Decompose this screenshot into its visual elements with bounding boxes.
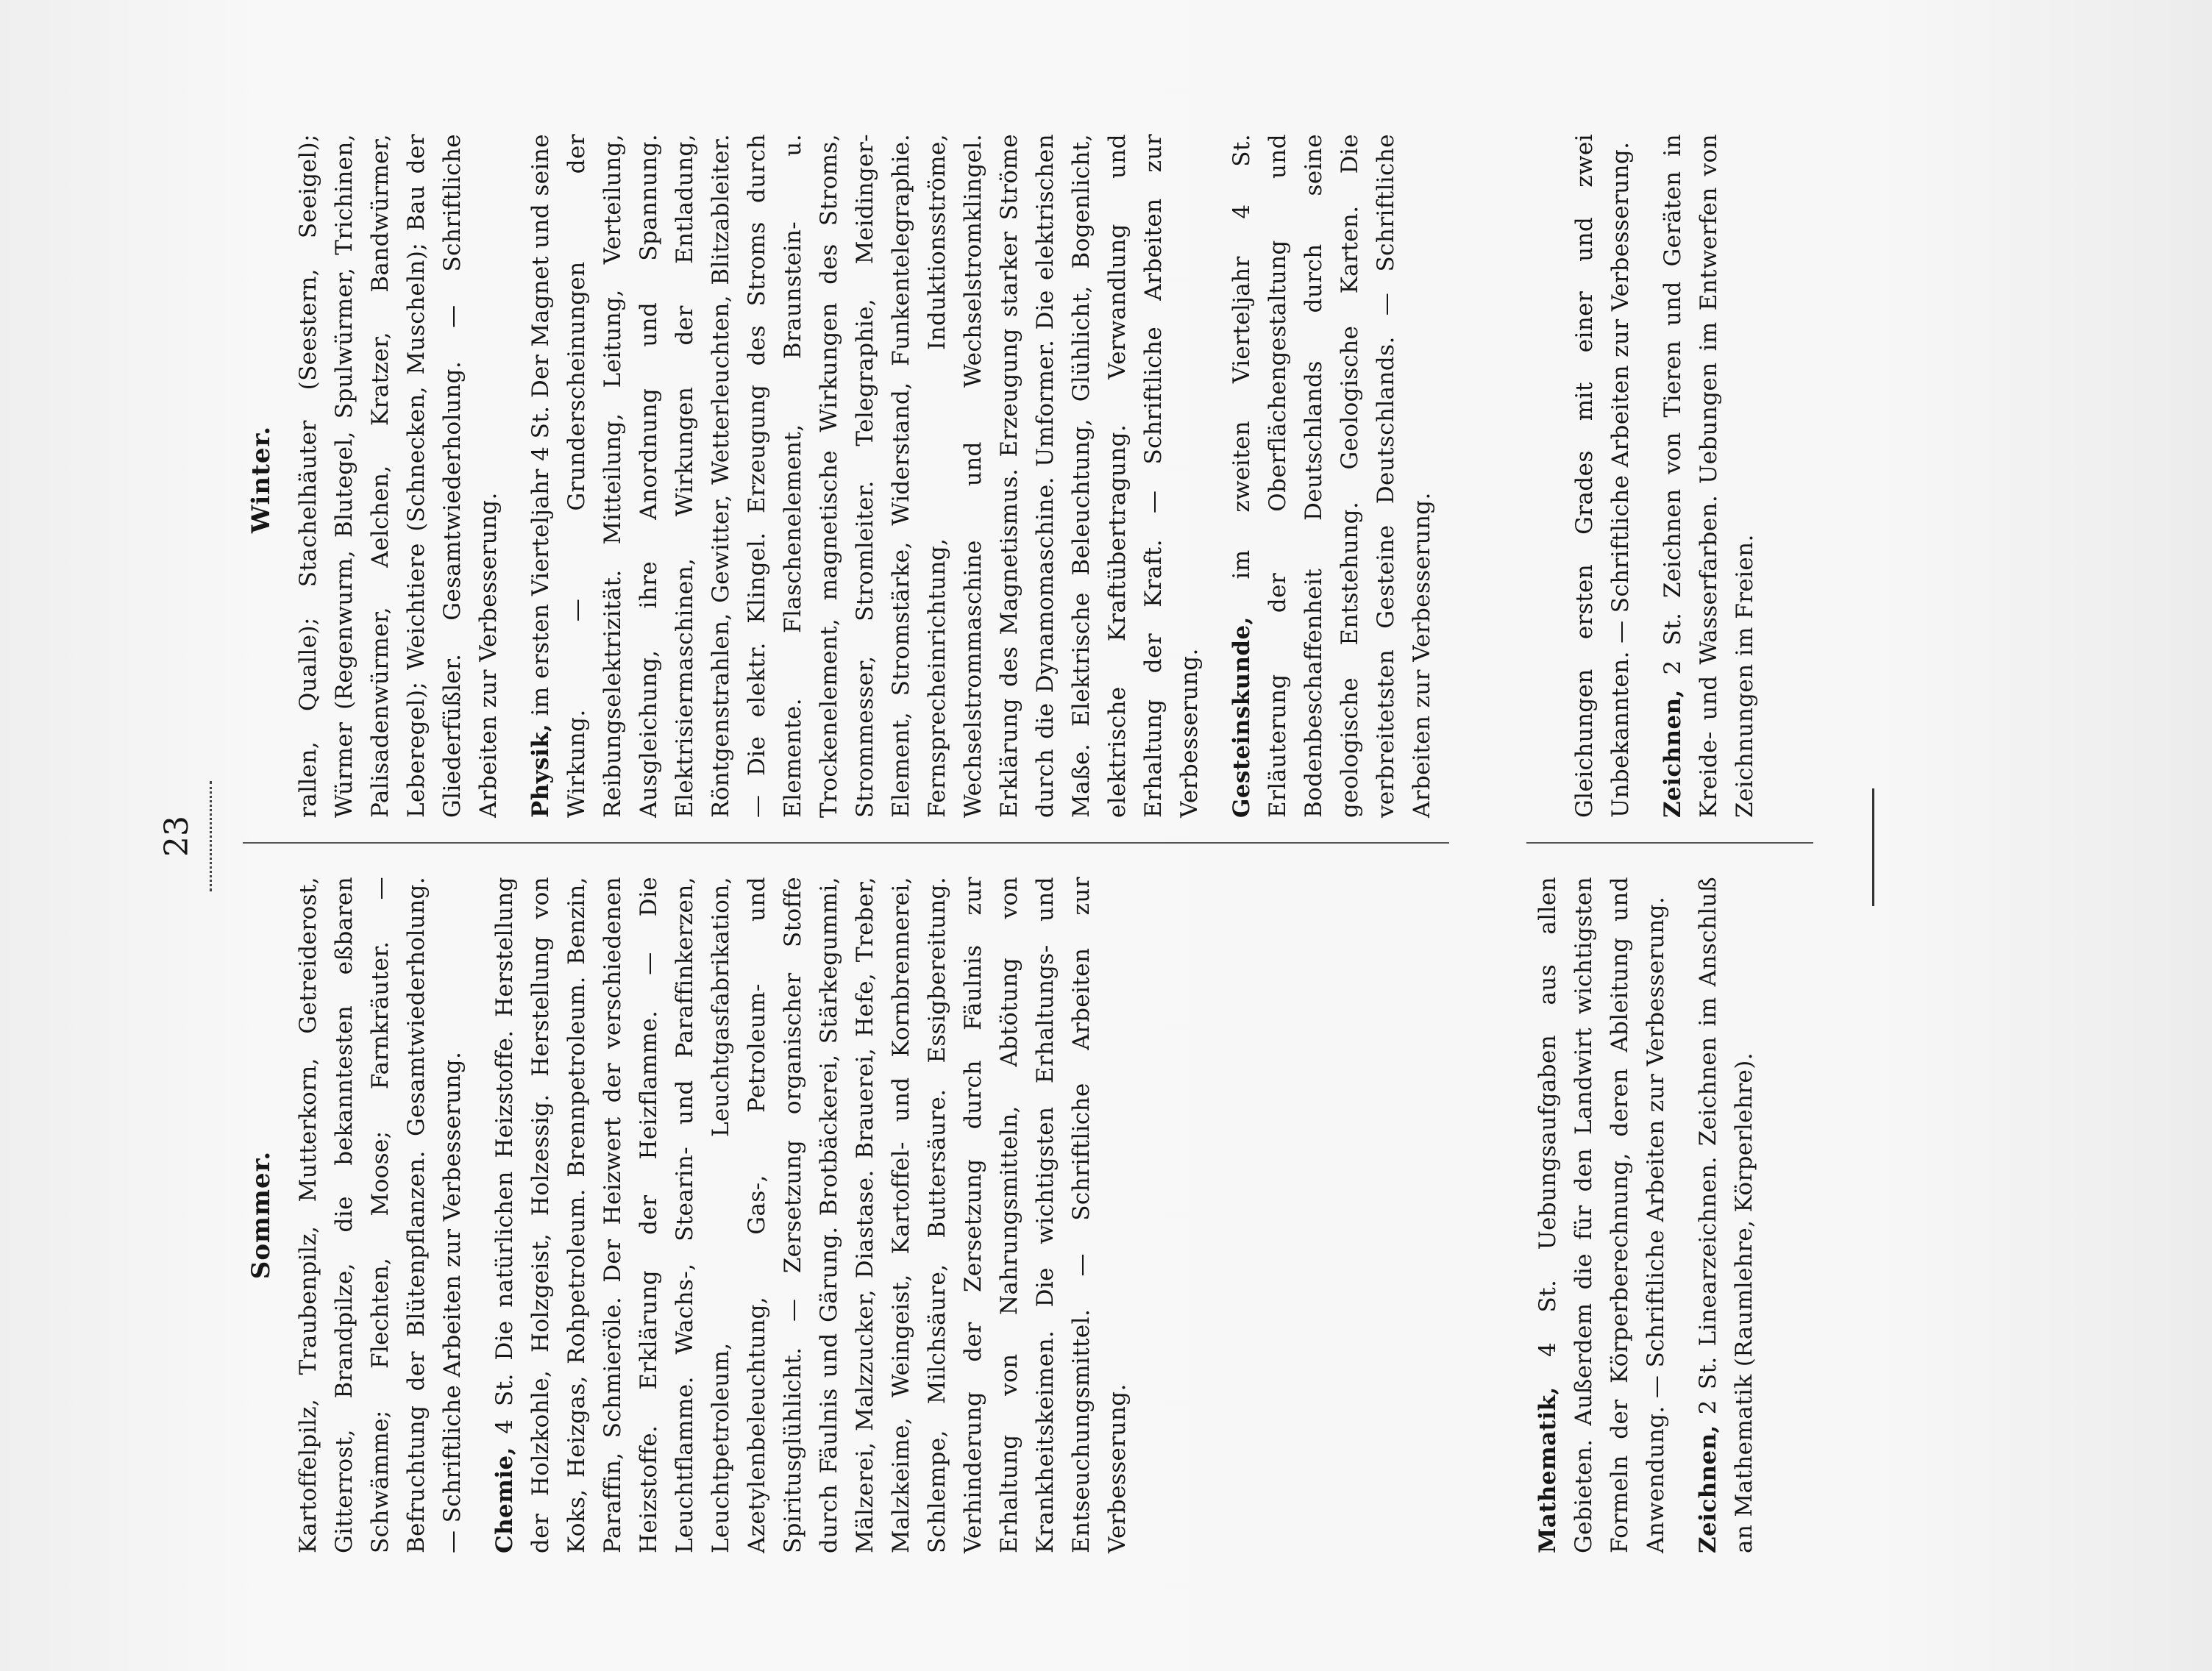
column-divider-lower <box>1526 842 1813 844</box>
zeichnen-right-paragraph <box>1655 134 1763 818</box>
column-divider-upper <box>243 842 1449 844</box>
zeichnen-left-label: Zeichnen, <box>1695 1425 1721 1553</box>
mathematik-right <box>1567 134 1779 818</box>
sommer-heading: Sommer. <box>246 1150 276 1280</box>
chemie-paragraph <box>487 877 1136 1553</box>
gestein-paragraph <box>1224 134 1440 818</box>
end-rule <box>1872 788 1874 906</box>
physik-label: Physik, <box>527 723 554 818</box>
chemie-text: 4 St. Die natürlichen Heizstoffe. Herstellung der Holzkohle, Holzgeist, Holzessig. Herstellung von Koks, Heizgas, Rohpetroleum. Brennpetroleum. Benzin, Paraffin, Schmieröle. Der Heizwert der verschiedenen Heizstoffe. Erklärung der Heizflamme. — Die Leuchtflamme. Wachs-, Stearin- und Paraffinkerzen, Leuchtpetroleum, Leuchtgasfabrikation, Azetylenbeleuchtung, Gas-, Petroleum- und Spiritusglühlicht. — Zersetzung organischer Stoffe durch Fäulnis und Gärung. Brotbäckerei, Stärkegummi, Mälzerei, Malzzucker, Diastase. Brauerei, Hefe, Treber, Malzkeime, Weingeist, Kartoffel- und Kornbrennerei, Schlempe, Milchsäure, Buttersäure. Essigbereitung. Verhinderung der Zersetzung durch Fäulnis zur Erhaltung von Nahrungsmitteln, Abtötung von Krankheitskeimen. Die wichtigsten Erhaltungs- und Entseuchungsmittel. — Schriftliche Arbeiten zur Verbesserung. <box>491 877 1131 1553</box>
zeichnen-right-label: Zeichnen, <box>1660 689 1686 818</box>
mathematik-paragraph-right: Gleichungen ersten Grades mit einer und zwei Unbekannten. — Schriftliche Arbeiten zur Verbesserung. <box>1571 134 1634 818</box>
mathematik-text-a: 4 St. Uebungsaufgaben aus allen Gebieten. Außerdem die für den Landwirt wichtigsten Formeln der Körperberechnung, deren Ableitung und Anwendung. — Schriftliche Arbeiten zur Verbesserung. <box>1534 877 1669 1553</box>
winter-heading: Winter. <box>246 425 276 534</box>
mathematik-left <box>1530 877 1779 1553</box>
zeichnen-left-paragraph <box>1690 877 1763 1553</box>
gestein-label: Gesteinskunde, <box>1228 616 1255 818</box>
zeichnen-right-text: 2 St. Zeichnen von Tieren und Geräten in Kreide- und Wasserfarben. Uebungen im Entwerfen von Zeichnungen im Freien. <box>1660 134 1758 818</box>
page-number: 23 <box>158 816 196 857</box>
mathematik-paragraph <box>1530 877 1674 1553</box>
sommer-column <box>291 877 1152 1553</box>
zeichnen-left-text: 2 St. Linearzeichnen. Zeichnen im Anschluß an Mathematik (Raumlehre, Körperlehre). <box>1695 877 1757 1553</box>
sommer-intro: Kartoffelpilz, Traubenpilz, Mutterkorn, Getreiderost, Gitterrost, Brandpilze, die bekanntesten eßbaren Schwämme; Flechten, Moose; Farnkräuter. — Befruchtung der Blütenpflanzen. Gesamtwiederholung. — Schriftliche Arbeiten zur Verbesserung. <box>295 877 466 1553</box>
mathematik-label: Mathematik, <box>1534 1386 1561 1553</box>
gestein-text: im zweiten Vierteljahr 4 St. Erläuterung der Oberflächengestaltung und Bodenbeschaffenheit Deutschlands durch seine geologische Entstehung. Geologische Karten. Die verbreitetsten Gesteine Deutschlands. — Schriftliche Arbeiten zur Verbesserung. <box>1228 134 1435 818</box>
chemie-label: Chemie, <box>491 1447 518 1553</box>
page-number-ornament <box>202 781 212 891</box>
physik-paragraph <box>523 134 1208 818</box>
physik-text: im ersten Vierteljahr 4 St. Der Magnet und seine Wirkung. — Grunderscheinungen der Reibungselektrizität. Mitteilung, Leitung, Verteilung, Ausgleichung, ihre Anordnung und Spannung. Elektrisiermaschinen, Wirkungen der Entladung, Röntgenstrahlen, Gewitter, Wetterleuchten, Blitzableiter. — Die elektr. Klingel. Erzeugung des Stroms durch Elemente. Flaschenelement, Braunstein- u. Trockenelement, magnetische Wirkungen des Stroms, Strommesser, Stromleiter. Telegraphie, Meidinger-Element, Stromstärke, Widerstand, Funkentelegraphie. Fernsprecheinrichtung, Induktionsströme, Wechselstrommaschine und Wechselstromklingel. Erklärung des Magnetismus. Erzeugung starker Ströme durch die Dynamomaschine. Umformer. Die elektrischen Maße. Elektrische Beleuchtung, Glühlicht, Bogenlicht, elektrische Kraftübertragung. Verwandlung und Erhaltung der Kraft. — Schriftliche Arbeiten zur Verbesserung. <box>527 134 1203 818</box>
winter-intro: rallen, Qualle); Stachelhäuter (Seestern, Seeigel); Würmer (Regenwurm, Blutegel, Spulwürmer, Trichinen, Palisadenwürmer, Aelchen, Kratzer, Bandwürmer, Leberegel); Weichtiere (Schnecken, Muscheln); Bau der Gliederfüßler. Gesamtwiederholung. — Schriftliche Arbeiten zur Verbesserung. <box>295 134 502 818</box>
winter-column <box>291 134 1457 818</box>
